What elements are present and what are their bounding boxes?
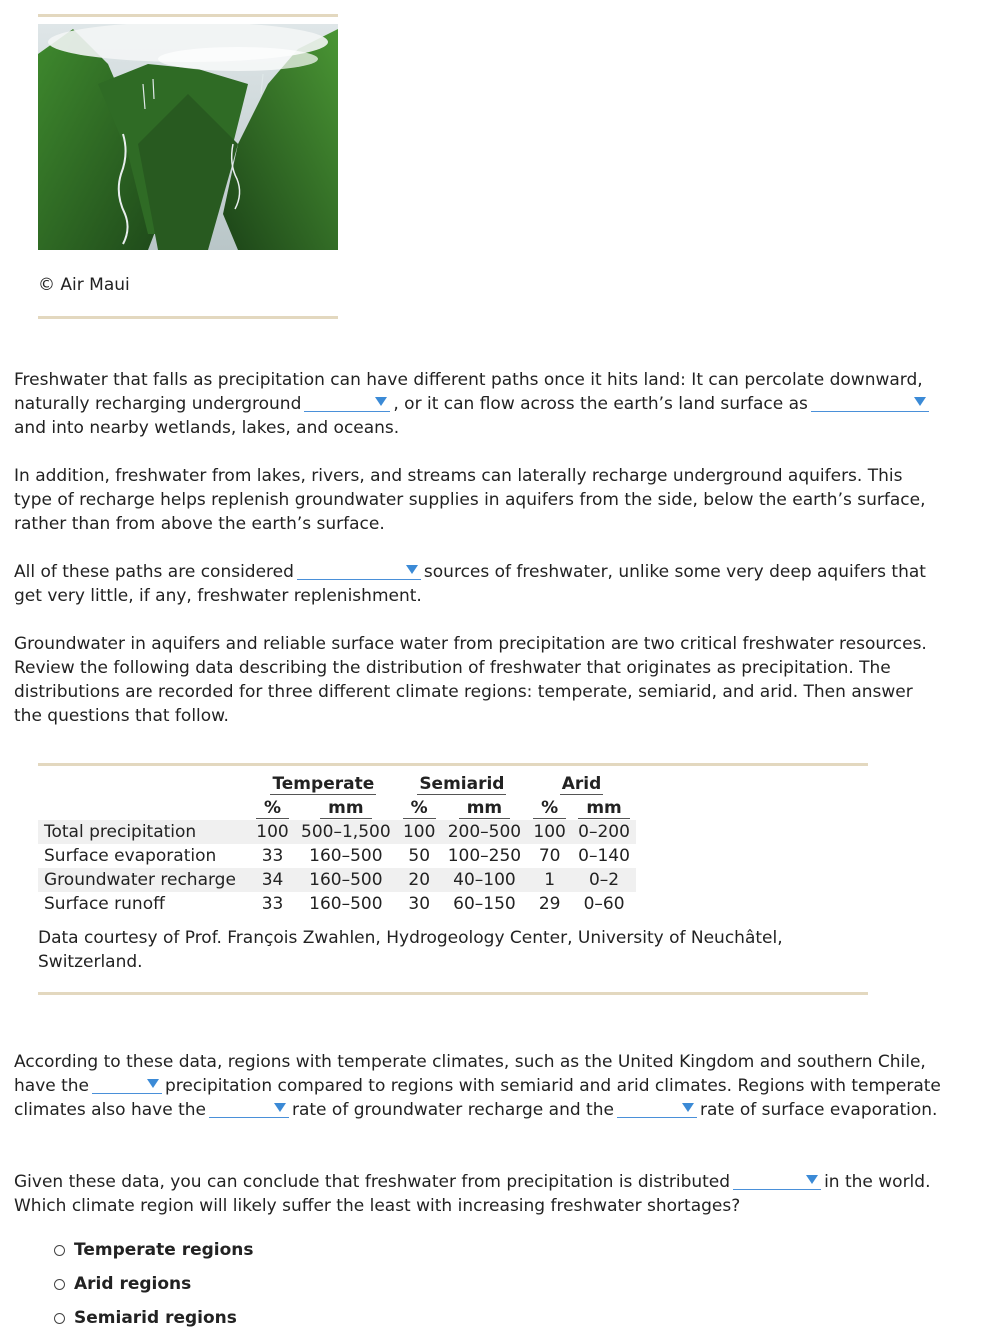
- table-cell: 100: [527, 820, 572, 844]
- option-semiarid-regions[interactable]: [54, 1301, 254, 1335]
- table-cell: 200–500: [442, 820, 527, 844]
- precipitation-distribution-table: [38, 772, 636, 916]
- p1-text-part3: and into nearby wetlands, lakes, and oceans.: [14, 418, 400, 438]
- table-row: [38, 820, 636, 844]
- p1-text-part2: , or it can flow across the earth’s land surface as: [393, 394, 808, 414]
- paragraph-renewable-sources: [14, 560, 944, 608]
- table-cell: 33: [250, 844, 295, 868]
- table-cell: 0–60: [572, 892, 636, 916]
- subheader-percent: %: [256, 798, 289, 819]
- row-label: Groundwater recharge: [38, 868, 250, 892]
- option-label: Temperate regions: [74, 1240, 254, 1260]
- table-subheader-row: [38, 796, 636, 820]
- table-cell: 100: [397, 820, 442, 844]
- table-cell: 160–500: [295, 844, 397, 868]
- table-row: [38, 892, 636, 916]
- radio-button-icon[interactable]: [54, 1313, 65, 1324]
- dropdown-arrow-icon: [682, 1103, 694, 1112]
- table-cell: 60–150: [442, 892, 527, 916]
- table-cell: 34: [250, 868, 295, 892]
- table-cell: 20: [397, 868, 442, 892]
- table-cell: 50: [397, 844, 442, 868]
- q1-text-part1: According to these data, regions with temperate climates, such as the United Kingdom and southern Chile, have the: [14, 1052, 926, 1096]
- dropdown-arrow-icon: [147, 1079, 159, 1088]
- paragraph-data-intro: Groundwater in aquifers and reliable surface water from precipitation are two critical freshwater resources. Review the following data describing the distribution of freshwater that originates as precipitation. The distributions are recorded for three different climate regions: temperate, semiarid, and arid. Then answer the questions that follow.: [14, 634, 927, 726]
- dropdown-arrow-icon: [406, 565, 418, 574]
- dropdown-distribution[interactable]: [733, 1172, 821, 1190]
- question-distribution: [14, 1170, 944, 1218]
- p1-text-part1: Freshwater that falls as precipitation can have different paths once it hits land: It can percolate downward, naturally recharging underground: [14, 370, 923, 414]
- dropdown-recharge-rate[interactable]: [209, 1100, 289, 1118]
- table-cell: 0–200: [572, 820, 636, 844]
- table-group-header-row: [38, 772, 636, 796]
- subheader-percent: %: [403, 798, 436, 819]
- p3-text-part2: sources of freshwater, unlike some very deep aquifers that get very little, if any, freshwater replenishment.: [14, 562, 926, 606]
- option-temperate-regions[interactable]: [54, 1233, 254, 1267]
- q1-text-part4: rate of surface evaporation.: [699, 1100, 938, 1120]
- table-cell: 0–2: [572, 868, 636, 892]
- figure-top-rule: [38, 14, 338, 17]
- dropdown-surface-flow[interactable]: [811, 394, 929, 412]
- dropdown-arrow-icon: [914, 397, 926, 406]
- option-arid-regions[interactable]: [54, 1267, 254, 1301]
- radio-button-icon[interactable]: [54, 1245, 65, 1256]
- question-temperate-comparison: [14, 1050, 944, 1122]
- option-label: Arid regions: [74, 1274, 192, 1294]
- table-row: [38, 844, 636, 868]
- figure-bottom-rule: [38, 316, 338, 319]
- subheader-mm: mm: [459, 798, 510, 819]
- table-cell: 160–500: [295, 868, 397, 892]
- row-label: Total precipitation: [38, 820, 250, 844]
- table-cell: 0–140: [572, 844, 636, 868]
- dropdown-source-type[interactable]: [297, 562, 421, 580]
- row-label: Surface runoff: [38, 892, 250, 916]
- table-cell: 100–250: [442, 844, 527, 868]
- table-cell: 40–100: [442, 868, 527, 892]
- q2-text-part1: Given these data, you can conclude that freshwater from precipitation is distributed: [14, 1172, 731, 1192]
- q1-text-part2: precipitation compared to regions with semiarid and arid climates. Regions with temperate climates also have the: [14, 1076, 941, 1120]
- table-top-rule: [38, 763, 868, 766]
- table-cell: 1: [527, 868, 572, 892]
- photo-credit: © Air Maui: [38, 275, 130, 295]
- header-temperate: Temperate: [272, 773, 375, 794]
- paragraph-lateral-recharge: In addition, freshwater from lakes, rivers, and streams can laterally recharge underground aquifers. This type of recharge helps replenish groundwater supplies in aquifers from the side, below the earth’s surface, rather than from above the earth’s surface.: [14, 466, 926, 534]
- mountain-valley-photo: [38, 24, 338, 250]
- table-source-note: Data courtesy of Prof. François Zwahlen, Hydrogeology Center, University of Neuchâtel, Switzerland.: [38, 928, 783, 972]
- header-arid: Arid: [561, 773, 602, 794]
- header-semiarid: Semiarid: [419, 773, 505, 794]
- subheader-mm: mm: [578, 798, 629, 819]
- dropdown-arrow-icon: [274, 1103, 286, 1112]
- table-bottom-rule: [38, 992, 868, 995]
- subheader-percent: %: [533, 798, 566, 819]
- answer-options: [54, 1233, 254, 1335]
- dropdown-precipitation-amount[interactable]: [92, 1076, 162, 1094]
- q2-text-part2: in the world. Which climate region will likely suffer the least with increasing freshwater shortages?: [14, 1172, 931, 1216]
- dropdown-underground-storage[interactable]: [304, 394, 390, 412]
- table-cell: 30: [397, 892, 442, 916]
- table-cell: 100: [250, 820, 295, 844]
- table-row: [38, 868, 636, 892]
- table-cell: 500–1,500: [295, 820, 397, 844]
- subheader-mm: mm: [320, 798, 371, 819]
- dropdown-arrow-icon: [375, 397, 387, 406]
- p3-text-part1: All of these paths are considered: [14, 562, 294, 582]
- radio-button-icon[interactable]: [54, 1279, 65, 1290]
- table-cell: 33: [250, 892, 295, 916]
- table-cell: 160–500: [295, 892, 397, 916]
- dropdown-arrow-icon: [806, 1175, 818, 1184]
- row-label: Surface evaporation: [38, 844, 250, 868]
- paragraph-precipitation-paths: [14, 368, 944, 440]
- table-cell: 29: [527, 892, 572, 916]
- q1-text-part3: rate of groundwater recharge and the: [291, 1100, 614, 1120]
- option-label: Semiarid regions: [74, 1308, 237, 1328]
- dropdown-evaporation-rate[interactable]: [617, 1100, 697, 1118]
- table-cell: 70: [527, 844, 572, 868]
